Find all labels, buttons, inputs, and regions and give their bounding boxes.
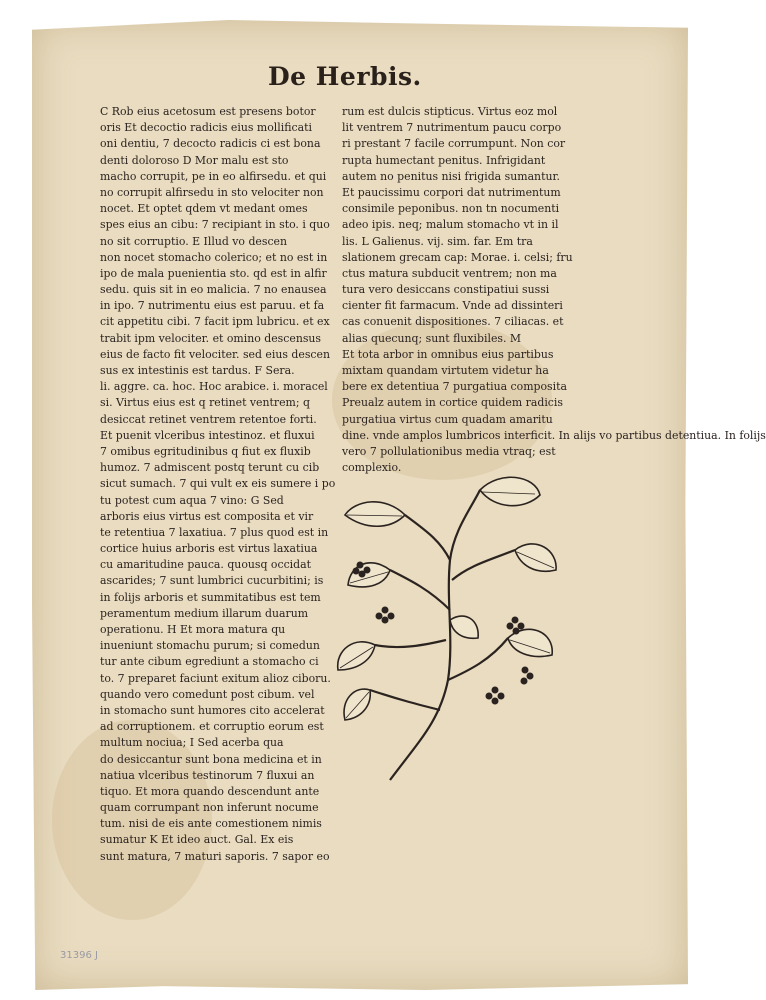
text-line: cienter fit farmacum. Vnde ad dissinteri	[342, 299, 563, 313]
text-line: eius de facto fit velociter. sed eius descen	[100, 347, 330, 361]
text-line: li. aggre. ca. hoc. Hoc arabice. i. moracel	[100, 380, 328, 394]
text-line: 7 omibus egritudinibus q fiut ex fluxib	[100, 444, 311, 458]
text-line: sicut sumach. 7 qui vult ex eis sumere i po	[100, 477, 336, 491]
text-line: humoz. 7 admiscent postq terunt cu cib	[100, 461, 320, 475]
text-line: to. 7 preparet faciunt exitum alioz ciboru.	[100, 671, 331, 685]
text-line: in ipo. 7 nutrimentu eius est paruu. et fa	[100, 299, 325, 313]
text-line: ipo de mala puenientia sto. qd est in alfir	[100, 266, 327, 280]
text-line: tum. nisi de eis ante comestionem nimis	[100, 817, 322, 831]
text-line: sedu. quis sit in eo malicia. 7 no enausea	[100, 283, 327, 297]
text-line: trabit ipm velociter. et omino descensus	[100, 331, 322, 345]
text-line: Et tota arbor in omnibus eius partibus	[342, 347, 554, 361]
text-line: Preualz autem in cortice quidem radicis	[342, 396, 563, 410]
text-line: cit appetitu cibi. 7 facit ipm lubricu. et ex	[100, 315, 330, 329]
text-line: lit ventrem 7 nutrimentum paucu corpo	[342, 121, 562, 135]
page-heading: De Herbis.	[268, 62, 422, 91]
text-line: adeo ipis. neq; malum stomacho vt in il	[342, 218, 559, 232]
text-line: sus ex intestinis est tardus. F Sera.	[100, 364, 295, 377]
text-line: ad corruptionem. et corruptio eorum est	[100, 720, 324, 734]
text-line: macho corrupit, pe in eo alfirsedu. et qui	[100, 169, 327, 183]
text-line: ri prestant 7 facile corrumpunt. Non cor	[342, 137, 566, 151]
text-line: mixtam quandam virtutem videtur ha	[342, 364, 549, 377]
text-line: operationu. H Et mora matura qu	[100, 623, 286, 636]
text-line: si. Virtus eius est q retinet ventrem; q	[100, 396, 310, 410]
text-line: ascarides; 7 sunt lumbrici cucurbitini; is	[100, 574, 324, 588]
text-line: tura vero desiccans constipatiui sussi	[342, 283, 550, 297]
mulberry-woodcut-illustration	[330, 470, 564, 790]
text-line: rupta humectant penitus. Infrigidant	[342, 153, 546, 167]
text-line: C Rob eius acetosum est presens botor	[100, 105, 316, 118]
text-line: arboris eius virtus est composita et vir	[100, 509, 314, 523]
right-text-column	[342, 104, 766, 475]
text-line: oni dentiu, 7 decocto radicis ci est bona	[100, 137, 321, 151]
left-text-column	[100, 104, 336, 863]
text-line: tu potest cum aqua 7 vino: G Sed	[100, 493, 284, 507]
text-line: lis. L Galienus. vij. sim. far. Em tra	[342, 234, 533, 248]
text-line: nocet. Et optet qdem vt medant omes	[100, 202, 308, 216]
text-line: inueniunt stomachu purum; si comedun	[100, 639, 320, 653]
text-line: slationem grecam cap: Morae. i. celsi; fru	[342, 250, 573, 264]
text-line: bere ex detentiua 7 purgatiua composita	[342, 380, 567, 394]
text-line: quam corrumpant non inferunt nocume	[100, 801, 319, 815]
text-line: non nocet stomacho colerico; et no est in	[100, 250, 328, 264]
text-line: denti doloroso D Mor malu est sto	[100, 153, 289, 167]
text-line: complexio.	[342, 461, 402, 475]
text-line: rum est dulcis stipticus. Virtus eoz mol	[342, 105, 558, 118]
text-line: no sit corruptio. E Illud vo descen	[100, 234, 288, 248]
text-line: desiccat retinet ventrem retentoe forti.	[100, 412, 317, 426]
text-line: sumatur K Et ideo auct. Gal. Ex eis	[100, 833, 294, 847]
text-line: tiquo. Et mora quando descendunt ante	[100, 784, 320, 798]
text-line: vero 7 pollulationibus media vtraq; est	[342, 444, 556, 458]
text-line: cas conuenit dispositiones. 7 ciliacas. et	[342, 315, 564, 329]
text-line: do desiccantur sunt bona medicina et in	[100, 752, 322, 766]
text-line: Et paucissimu corpori dat nutrimentum	[342, 185, 561, 199]
text-line: spes eius an cibu: 7 recipiant in sto. i quo	[100, 218, 330, 232]
text-line: natiua vlceribus testinorum 7 fluxui an	[100, 768, 315, 782]
text-line: in stomacho sunt humores cito accelerat	[100, 703, 325, 717]
text-line: autem no penitus nisi frigida sumantur.	[342, 169, 560, 183]
text-line: sunt matura, 7 maturi saporis. 7 sapor eo	[100, 849, 330, 863]
text-line: ctus matura subducit ventrem; non ma	[342, 266, 557, 280]
text-line: alias quecunq; sunt fluxibiles. M	[342, 331, 522, 345]
text-line: oris Et decoctio radicis eius mollificati	[100, 121, 312, 135]
text-line: Et puenit vlceribus intestinoz. et fluxui	[100, 428, 315, 442]
text-line: cortice huius arboris est virtus laxatiua	[100, 542, 318, 556]
text-line: purgatiua virtus cum quadam amaritu	[342, 412, 553, 426]
text-line: te retentiua 7 laxatiua. 7 plus quod est in	[100, 525, 329, 539]
text-line: no corrupit alfirsedu in sto velociter non	[100, 185, 324, 199]
text-line: dine. vnde amplos lumbricos interficit. In alijs vo partibus detentiua. In folijs	[342, 428, 766, 442]
shelfmark: 31396 J	[60, 950, 98, 961]
text-line: cu amaritudine pauca. quousq occidat	[100, 558, 311, 572]
text-line: quando vero comedunt post cibum. vel	[100, 687, 315, 701]
text-line: peramentum medium illarum duarum	[100, 606, 309, 620]
text-line: in folijs arboris et summitatibus est tem	[100, 590, 321, 604]
text-line: tur ante cibum egrediunt a stomacho ci	[100, 655, 319, 669]
text-line: consimile peponibus. non tn nocumenti	[342, 202, 560, 216]
text-line: multum nociua; I Sed acerba qua	[100, 736, 284, 750]
